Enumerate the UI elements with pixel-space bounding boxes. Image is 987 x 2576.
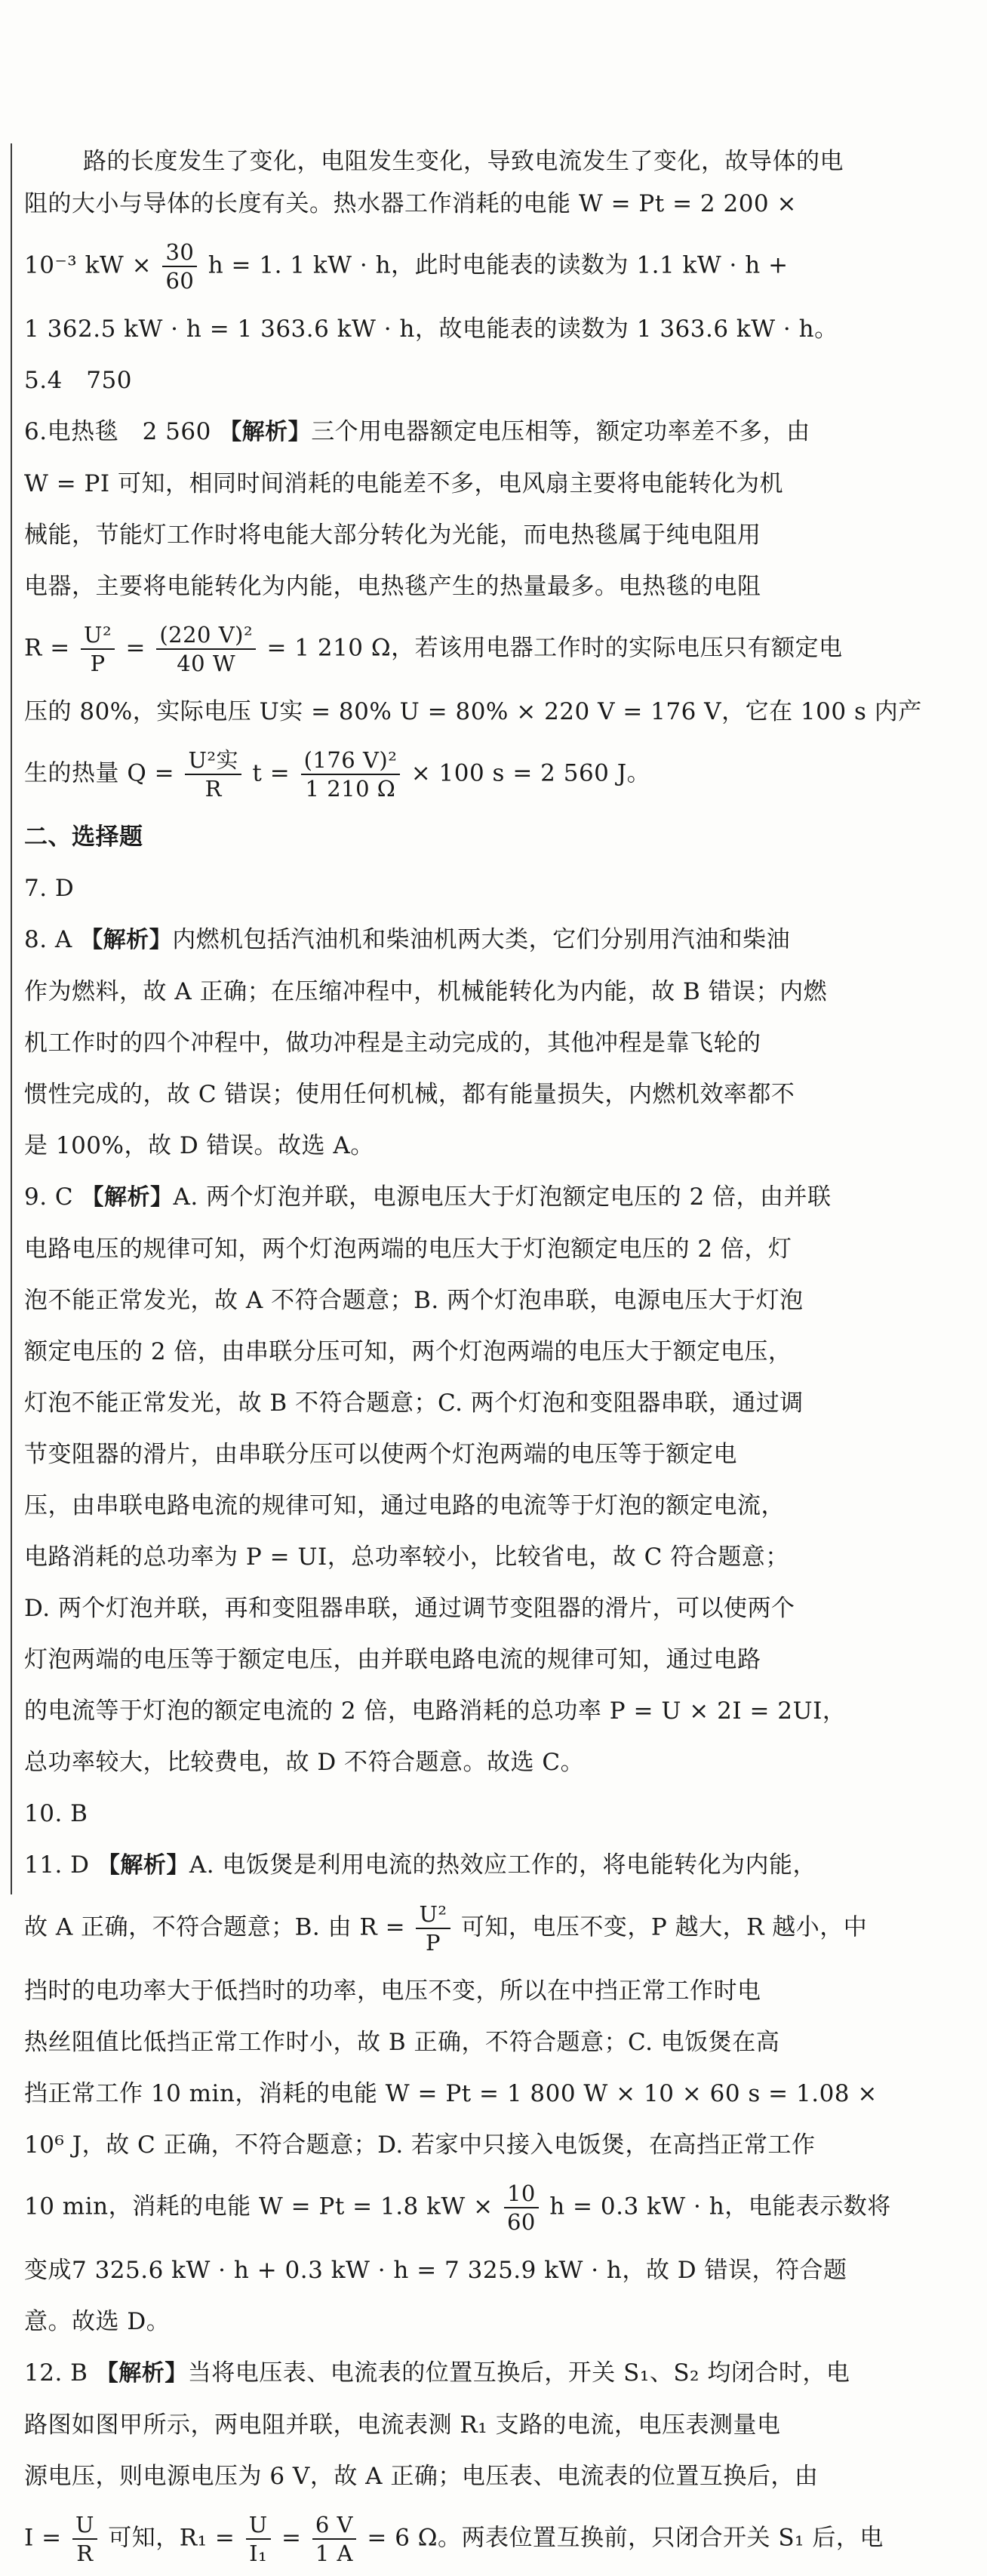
denominator: 1 210 Ω (305, 776, 396, 802)
numerator: U² (81, 621, 115, 650)
text-line: 灯泡两端的电压等于额定电压，由并联电路电流的规律可知，通过电路 (24, 1646, 761, 1673)
denominator: 60 (165, 268, 195, 294)
section-heading: 二、选择题 (24, 823, 143, 851)
text-run: 10 min，消耗的电能 W = Pt = 1.8 kW × (24, 2193, 494, 2221)
text-line: 1 362.5 kW · h = 1 363.6 kW · h，故电能表的读数为 1 363.6 kW · h。 (24, 315, 838, 343)
text-run: 可知，电压不变，P 越大，R 越小，中 (460, 1913, 868, 1941)
fraction (72, 2511, 97, 2567)
text-line: 机工作时的四个冲程中，做功冲程是主动完成的，其他冲程是靠飞轮的 (24, 1029, 761, 1057)
text-line: 热丝阻值比低挡正常工作时小，故 B 正确，不符合题意；C. 电饭煲在高 (24, 2029, 780, 2056)
answer-page (24, 145, 967, 2576)
text-run: 生的热量 Q = (24, 759, 175, 787)
fraction (504, 2180, 539, 2236)
text-run: A. 电饭煲是利用电流的热效应工作的，将电能转化为内能， (189, 1851, 816, 1879)
denominator: R (76, 2541, 94, 2566)
text-run: × 100 s = 2 560 J。 (410, 759, 651, 787)
numerator: U (246, 2511, 271, 2540)
fraction (416, 1900, 450, 1956)
denominator: P (426, 1930, 441, 1956)
numerator: 30 (162, 239, 197, 267)
text-run: 故 A 正确，不符合题意；B. 由 R = (24, 1913, 406, 1941)
text-line: 源电压，则电源电压为 6 V，故 A 正确；电压表、电流表的位置互换后，由 (24, 2463, 819, 2490)
text-run: = 6 Ω。两表位置互换前，只闭合开关 S₁ 后，电 (367, 2524, 884, 2552)
fraction (301, 746, 401, 802)
numerator: (176 V)² (301, 746, 401, 775)
denominator: I₁ (249, 2541, 268, 2566)
numerator: 6 V (312, 2511, 356, 2540)
text-run: 内燃机包括汽油机和柴油机两大类，它们分别用汽油和柴油 (172, 926, 791, 953)
denominator: 40 W (177, 651, 236, 676)
denominator: R (204, 776, 222, 802)
text-line (24, 1891, 967, 1965)
text-line (24, 229, 967, 303)
answer: 11. D (24, 1851, 90, 1879)
text-run: A. 两个灯泡并联，电源电压大于灯泡额定电压的 2 倍，由并联 (173, 1183, 832, 1211)
text-run: h = 0.3 kW · h，电能表示数将 (549, 2193, 891, 2221)
text-line: 械能，节能灯工作时将电能大部分转化为光能，而电热毯属于纯电阻用 (24, 522, 761, 549)
text-run: R = (24, 634, 70, 662)
text-line: 压的 80%，实际电压 U实 = 80% U = 80% × 220 V = 176 V，它在 100 s 内产 (24, 698, 922, 725)
text-line: 挡正常工作 10 min，消耗的电能 W = Pt = 1 800 W × 10 × 60 s = 1.08 × (24, 2080, 878, 2107)
text-line: 灯泡不能正常发光，故 B 不符合题意；C. 两个灯泡和变阻器串联，通过调 (24, 1390, 804, 1417)
text-line: W = PI 可知，相同时间消耗的电能差不多，电风扇主要将电能转化为机 (24, 470, 784, 497)
denominator: 60 (506, 2209, 536, 2235)
text-line: 阻的大小与导体的长度有关。热水器工作消耗的电能 W = Pt = 2 200 × (24, 190, 797, 217)
analysis-tag: 【解析】 (80, 927, 173, 953)
text-line: 路图如图甲所示，两电阻并联，电流表测 R₁ 支路的电流，电压表测量电 (24, 2411, 781, 2439)
answer: 8. A (24, 926, 72, 953)
margin-rule (11, 143, 12, 1894)
text-run: 10⁻³ kW × (24, 251, 152, 279)
text-line: 电路电压的规律可知，两个灯泡两端的电压大于灯泡额定电压的 2 倍，灯 (24, 1236, 792, 1263)
text-line: 路的长度发生了变化，电阻发生变化，导致电流发生了变化，故导体的电 (83, 148, 844, 175)
text-line: 惯性完成的，故 C 错误；使用任何机械，都有能量损失，内燃机效率都不 (24, 1081, 795, 1108)
fraction (185, 746, 241, 802)
text-run: h = 1. 1 kW · h，此时电能表的读数为 1.1 kW · h + (208, 251, 789, 279)
text-run: = (125, 634, 146, 662)
denominator: P (90, 651, 106, 676)
question-8 (24, 914, 967, 966)
text-line: 总功率较大，比较费电，故 D 不符合题意。故选 C。 (24, 1749, 585, 1776)
numerator: U²实 (185, 746, 241, 775)
text-line: 泡不能正常发光，故 A 不符合题意；B. 两个灯泡串联，电源电压大于灯泡 (24, 1287, 804, 1314)
text-line: 10⁶ J，故 C 正确，不符合题意；D. 若家中只接入电饭煲，在高挡正常工作 (24, 2131, 816, 2159)
question-7: 7. D (24, 875, 75, 902)
text-line: 是 100%，故 D 错误。故选 A。 (24, 1132, 374, 1159)
text-line: 挡时的电功率大于低挡时的功率，电压不变，所以在中挡正常工作时电 (24, 1977, 761, 2005)
numerator: (220 V)² (156, 621, 256, 650)
text-line: 的电流等于灯泡的额定电流的 2 倍，电路消耗的总功率 P = U × 2I = 2UI， (24, 1697, 847, 1725)
numerator: U (72, 2511, 97, 2540)
fraction (162, 239, 197, 294)
text-run: 可知，R₁ = (108, 2524, 235, 2552)
fraction (246, 2511, 271, 2567)
text-run: 当将电压表、电流表的位置互换后，开关 S₁、S₂ 均闭合时，电 (187, 2359, 850, 2387)
text-line: 电路消耗的总功率为 P = UI，总功率较小，比较省电，故 C 符合题意； (24, 1543, 789, 1571)
question-12 (24, 2347, 967, 2399)
text-line (24, 2502, 967, 2576)
question-11 (24, 1839, 967, 1891)
text-run: t = (252, 759, 291, 787)
question-6 (24, 406, 967, 458)
question-9 (24, 1171, 967, 1223)
answer: 6.电热毯 2 560 (24, 418, 211, 445)
denominator: 1 A (315, 2541, 353, 2566)
analysis-tag: 【解析】 (81, 1184, 174, 1211)
text-run: = 1 210 Ω，若该用电器工作时的实际电压只有额定电 (266, 634, 843, 662)
analysis-tag: 【解析】 (95, 2360, 188, 2387)
answer: 9. C (24, 1183, 74, 1211)
text-line: 压，由串联电路电流的规律可知，通过电路的电流等于灯泡的额定电流， (24, 1492, 785, 1519)
fraction (312, 2511, 356, 2567)
text-line: 电器，主要将电能转化为内能，电热毯产生的热量最多。电热毯的电阻 (24, 573, 761, 600)
text-line (24, 612, 967, 686)
fraction (81, 621, 115, 677)
text-line (24, 2171, 967, 2245)
numerator: 10 (504, 2180, 539, 2208)
analysis-tag: 【解析】 (97, 1852, 189, 1879)
text-line: 意。故选 D。 (24, 2308, 171, 2335)
text-run: 三个用电器额定电压相等，额定功率差不多，由 (311, 418, 810, 445)
numerator: U² (416, 1900, 450, 1929)
fraction (156, 621, 256, 677)
text-line: 额定电压的 2 倍，由串联分压可知，两个灯泡两端的电压大于额定电压， (24, 1338, 792, 1365)
question-5: 5.4 750 (24, 367, 132, 394)
text-line: 作为燃料，故 A 正确；在压缩冲程中，机械能转化为内能，故 B 错误；内燃 (24, 978, 828, 1005)
text-line: 节变阻器的滑片，由串联分压可以使两个灯泡两端的电压等于额定电 (24, 1441, 737, 1468)
text-line (24, 737, 967, 811)
text-run: = (281, 2524, 302, 2552)
answer: 12. B (24, 2359, 88, 2387)
text-line: 变成7 325.6 kW · h + 0.3 kW · h = 7 325.9 kW · h，故 D 错误，符合题 (24, 2257, 847, 2284)
text-line: D. 两个灯泡并联，再和变阻器串联，通过调节变阻器的滑片，可以使两个 (24, 1595, 795, 1622)
text-run: I = (24, 2524, 62, 2552)
question-10: 10. B (24, 1800, 88, 1827)
analysis-tag: 【解析】 (219, 419, 312, 445)
